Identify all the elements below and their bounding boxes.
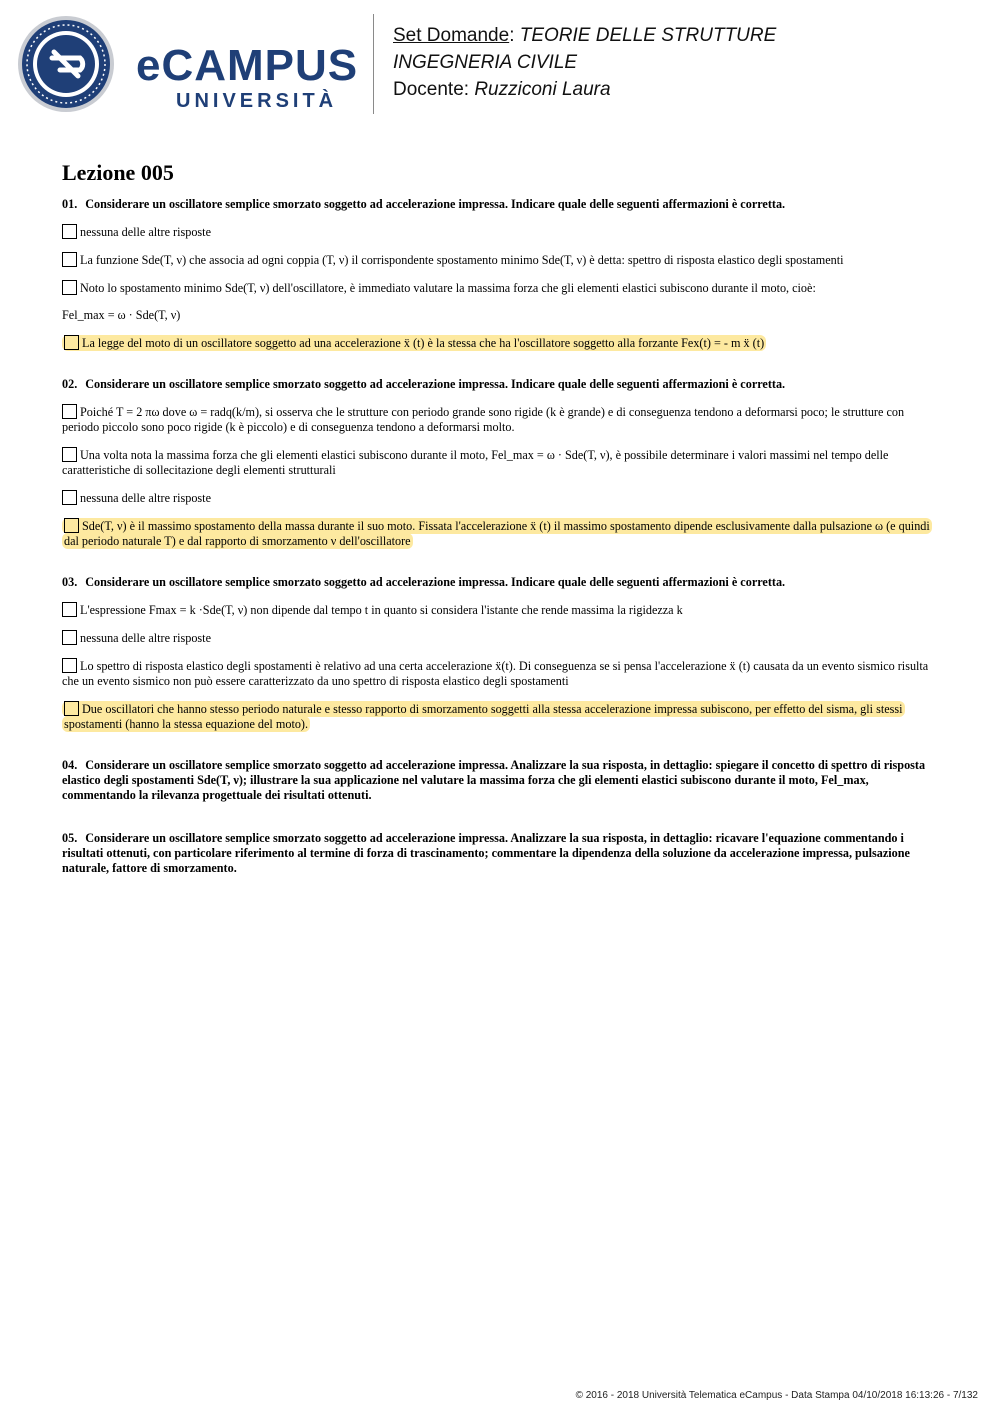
- option-text: La funzione Sde(T, ν) che associa ad ogni coppia (T, ν) il corrispondente spostamento minimo Sde(T, ν) è detta: spettro di risposta elastico degli spostamenti: [80, 253, 844, 267]
- question-text: Considerare un oscillatore semplice smorzato soggetto ad accelerazione impressa. Analizzare la sua risposta, in dettaglio: spiegare il concetto di spettro di risposta elastico degli spostamenti Sde(T, ν); illustrare la sua applicazione nel valutare la massima forza che gli elementi elastici subiscono durante il moto, Fel_max, commentando la rilevanza progettuale dei risultati ottenuti.: [62, 758, 926, 802]
- answer-option: [62, 658, 942, 689]
- highlight: [62, 518, 932, 549]
- checkbox[interactable]: [62, 447, 77, 462]
- answer-option-correct: [62, 701, 942, 732]
- ecampus-badge-icon: [16, 14, 116, 114]
- formula-line: Fel_max = ω · Sde(T, ν): [62, 308, 181, 322]
- question-text: Considerare un oscillatore semplice smorzato soggetto ad accelerazione impressa. Indicare quale delle seguenti affermazioni è corretta.: [85, 575, 786, 589]
- set-label: Set Domande: [393, 25, 510, 46]
- answer-option-correct: [62, 518, 942, 549]
- answer-option: [62, 630, 942, 646]
- question-01: [62, 197, 942, 212]
- docente-name: Ruzziconi Laura: [474, 79, 611, 100]
- page-footer: © 2016 - 2018 Università Telematica eCampus - Data Stampa 04/10/2018 16:13:26 - 7/132: [575, 1390, 978, 1401]
- option-text: Due oscillatori che hanno stesso periodo naturale e stesso rapporto di smorzamento soggetti alla stessa accelerazione impressa subiscono, per effetto del sisma, gli stessi spostamenti (hanno la stessa equazione del moto).: [64, 702, 903, 731]
- question-number: 01.: [62, 197, 78, 211]
- ecampus-logo: [16, 14, 359, 114]
- option-text: La legge del moto di un oscillatore soggetto ad una accelerazione ẍ (t) è la stessa che ha l'oscillatore soggetto alla forzante Fex(t) = - m ẍ (t): [82, 336, 765, 350]
- checkbox[interactable]: [62, 490, 77, 505]
- answer-option: [62, 602, 942, 618]
- answer-option: [62, 224, 942, 240]
- checkbox[interactable]: [62, 252, 77, 267]
- highlight: [62, 701, 905, 732]
- docente-line: [393, 76, 776, 103]
- question-text: Considerare un oscillatore semplice smorzato soggetto ad accelerazione impressa. Analizzare la sua risposta, in dettaglio: ricavare l'equazione commentando i risultati ottenuti, con particolare riferimento al termine di forza di trascinamento; commentare la dipendenza della soluzione da accelerazione impressa, pulsazione naturale, fattore di smorzamento.: [62, 831, 910, 875]
- answer-option: [62, 490, 942, 506]
- question-text: Considerare un oscillatore semplice smorzato soggetto ad accelerazione impressa. Indicare quale delle seguenti affermazioni è corretta.: [85, 197, 786, 211]
- option-text: Una volta nota la massima forza che gli elementi elastici subiscono durante il moto, Fel_max = ω · Sde(T, ν), è possibile determinare i valori massimi nel tempo delle caratteristiche di sollecitazione degli elementi strutturali: [62, 448, 889, 477]
- checkbox[interactable]: [62, 404, 77, 419]
- question-number: 05.: [62, 831, 78, 845]
- set-value: TEORIE DELLE STRUTTURE: [519, 25, 777, 46]
- question-05: [62, 831, 942, 876]
- checkbox[interactable]: [62, 224, 77, 239]
- docente-label: Docente:: [393, 79, 470, 100]
- highlight: [62, 335, 766, 351]
- answer-option: [62, 404, 942, 435]
- header-info: [393, 22, 776, 103]
- answer-option: [62, 252, 942, 268]
- question-03: [62, 575, 942, 590]
- checkbox[interactable]: [64, 335, 79, 350]
- option-text: Lo spettro di risposta elastico degli spostamenti è relativo ad una certa accelerazione ẍ(t). Di conseguenza se si pensa l'accelerazione ẍ (t) causata da un evento sismico risulta che un evento sismico non può essere caratterizzato da uno spettro di risposta elastico degli spostamenti: [62, 659, 929, 688]
- checkbox[interactable]: [62, 280, 77, 295]
- option-text: Noto lo spostamento minimo Sde(T, ν) dell'oscillatore, è immediato valutare la massima forza che gli elementi elastici subiscono durante il moto, cioè:: [80, 281, 816, 295]
- option-text: nessuna delle altre risposte: [80, 631, 211, 645]
- option-text: Poiché T = 2 πω dove ω = radq(k/m), si osserva che le strutture con periodo grande sono rigide (k è grande) e di conseguenza tendono a deformarsi poco; le strutture con periodo piccolo sono poco rigide (k è piccolo) e di conseguenza tendono a deformarsi molto.: [62, 405, 905, 434]
- checkbox[interactable]: [62, 630, 77, 645]
- question-text: Considerare un oscillatore semplice smorzato soggetto ad accelerazione impressa. Indicare quale delle seguenti affermazioni è corretta.: [85, 377, 786, 391]
- course-line: [393, 49, 776, 76]
- course-name: INGEGNERIA CIVILE: [393, 52, 578, 73]
- question-number: 04.: [62, 758, 78, 772]
- logo-subtitle: UNIVERSITÀ: [176, 90, 338, 112]
- answer-option-correct: [62, 335, 942, 351]
- option-text: nessuna delle altre risposte: [80, 225, 211, 239]
- option-text: Sde(T, ν) è il massimo spostamento della massa durante il suo moto. Fissata l'accelerazione ẍ (t) il massimo spostamento dipende esclusivamente dalla pulsazione ω (e quindi dal periodo naturale T) e dal rapporto di smorzamento ν dell'oscillatore: [64, 519, 930, 548]
- checkbox[interactable]: [64, 518, 79, 533]
- logo-wordmark: eCAMPUS: [136, 41, 359, 90]
- questions-list: [62, 197, 942, 888]
- header-divider: [373, 14, 374, 114]
- question-02: [62, 377, 942, 392]
- option-text: nessuna delle altre risposte: [80, 491, 211, 505]
- question-number: 03.: [62, 575, 78, 589]
- answer-option: [62, 280, 942, 296]
- checkbox[interactable]: [64, 701, 79, 716]
- question-number: 02.: [62, 377, 78, 391]
- checkbox[interactable]: [62, 658, 77, 673]
- lesson-title: Lezione 005: [62, 160, 174, 185]
- question-04: [62, 758, 942, 803]
- set-line: Set Domande: TEORIE DELLE STRUTTURE: [393, 25, 777, 46]
- answer-option: [62, 447, 942, 478]
- option-text: L'espressione Fmax = k ·Sde(T, ν) non dipende dal tempo t in quanto si considera l'istante che rende massima la rigidezza k: [80, 603, 683, 617]
- checkbox[interactable]: [62, 602, 77, 617]
